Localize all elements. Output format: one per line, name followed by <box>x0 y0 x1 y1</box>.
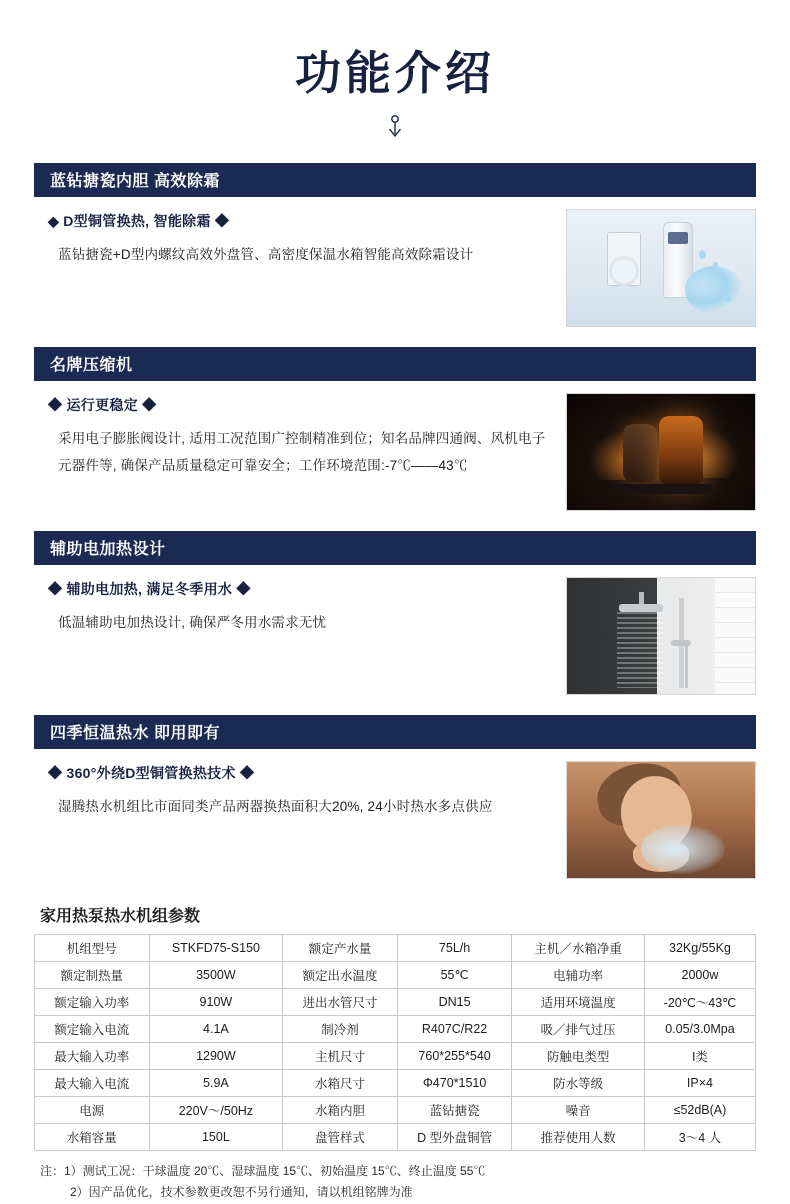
footnotes <box>34 1161 756 1204</box>
section-bar-4-label: 四季恒温热水 即用即有 <box>50 725 220 743</box>
param-value: 3～4 人 <box>644 1123 755 1150</box>
param-value: Φ470*1510 <box>397 1069 512 1096</box>
param-label: 防水等级 <box>512 1069 645 1096</box>
woman-washing-face-photo <box>566 761 756 879</box>
param-value: R407C/R22 <box>397 1015 512 1042</box>
shower-photo <box>566 577 756 695</box>
compressor-photo <box>566 393 756 511</box>
param-label: 最大输入电流 <box>35 1069 150 1096</box>
param-value: 2000w <box>644 961 755 988</box>
down-arrow-ornament-icon <box>34 113 756 141</box>
feature-4-body: 湿腾热水机组比市面同类产品两器换热面积大20%, 24小时热水多点供应 <box>58 798 493 814</box>
feature-2-text <box>34 393 566 479</box>
param-value: 760*255*540 <box>397 1042 512 1069</box>
feature-3-body: 低温辅助电加热设计, 确保严冬用水需求无忧 <box>58 614 327 630</box>
param-label: 最大输入功率 <box>35 1042 150 1069</box>
section-bar-2 <box>34 347 756 381</box>
feature-block-2 <box>34 381 756 515</box>
param-label: 吸／排气过压 <box>512 1015 645 1042</box>
section-bar-3-label: 辅助电加热设计 <box>50 541 166 559</box>
page-title: 功能介绍 <box>295 46 495 100</box>
param-label: 电辅功率 <box>512 961 645 988</box>
param-value: 150L <box>149 1123 283 1150</box>
feature-1-text <box>34 209 566 268</box>
param-value: ≤52dB(A) <box>644 1096 755 1123</box>
param-value: 蓝钻搪瓷 <box>397 1096 512 1123</box>
section-bar-3 <box>34 531 756 565</box>
table-row <box>35 1042 756 1069</box>
section-bar-1 <box>34 163 756 197</box>
feature-block-3 <box>34 565 756 699</box>
feature-2-subtitle: ◆ 运行更稳定 ◆ <box>48 396 157 413</box>
param-value: 5.9A <box>149 1069 283 1096</box>
param-label: 水箱容量 <box>35 1123 150 1150</box>
param-label: 进出水管尺寸 <box>283 988 398 1015</box>
param-label: 制冷剂 <box>283 1015 398 1042</box>
param-value: 4.1A <box>149 1015 283 1042</box>
feature-1-subtitle: ◆ D型铜管换热, 智能除霜 ◆ <box>48 212 230 229</box>
param-label: 机组型号 <box>35 934 150 961</box>
param-label: 电源 <box>35 1096 150 1123</box>
footnote-1: 注：1）测试工况：干球温度 20℃、湿球温度 15℃、初始温度 15℃、终止温度 55℃ <box>40 1163 486 1178</box>
param-label: 额定产水量 <box>283 934 398 961</box>
feature-4-text <box>34 761 566 820</box>
table-row <box>35 961 756 988</box>
param-value: STKFD75-S150 <box>149 934 283 961</box>
param-value: DN15 <box>397 988 512 1015</box>
section-bar-1-label: 蓝钻搪瓷内胆 高效除霜 <box>50 173 220 191</box>
feature-block-4 <box>34 749 756 883</box>
param-value: 220V～/50Hz <box>149 1096 283 1123</box>
feature-2-body: 采用电子膨胀阀设计, 适用工况范围广控制精准到位；知名品牌四通阀、风机电子元器件等, 确保产品质量稳定可靠安全；工作环境范围:-7℃——43℃ <box>58 430 546 473</box>
param-value: 3500W <box>149 961 283 988</box>
param-label: 额定输入功率 <box>35 988 150 1015</box>
param-label: 额定输入电流 <box>35 1015 150 1042</box>
param-value: IP×4 <box>644 1069 755 1096</box>
table-row <box>35 1096 756 1123</box>
param-value: 910W <box>149 988 283 1015</box>
param-label: 水箱尺寸 <box>283 1069 398 1096</box>
table-row <box>35 988 756 1015</box>
footnote-2: 2）因产品优化，技术参数更改恕不另行通知，请以机组铭牌为准 <box>70 1185 413 1200</box>
feature-3-text <box>34 577 566 636</box>
param-value: 32Kg/55Kg <box>644 934 755 961</box>
table-row <box>35 1015 756 1042</box>
section-bar-2-label: 名牌压缩机 <box>50 357 133 375</box>
page-header <box>34 0 756 141</box>
param-value: D 型外盘铜管 <box>397 1123 512 1150</box>
param-value: 75L/h <box>397 934 512 961</box>
param-label: 额定制热量 <box>35 961 150 988</box>
param-label: 水箱内胆 <box>283 1096 398 1123</box>
param-value: I类 <box>644 1042 755 1069</box>
table-row <box>35 934 756 961</box>
param-value: -20℃～43℃ <box>644 988 755 1015</box>
param-label: 防触电类型 <box>512 1042 645 1069</box>
heat-pump-water-tank-photo <box>566 209 756 327</box>
param-label: 适用环境温度 <box>512 988 645 1015</box>
param-label: 主机／水箱净重 <box>512 934 645 961</box>
param-label: 盘管样式 <box>283 1123 398 1150</box>
feature-4-subtitle: ◆ 360°外绕D型铜管换热技术 ◆ <box>48 764 255 781</box>
params-table <box>34 934 756 1151</box>
param-label: 额定出水温度 <box>283 961 398 988</box>
param-label: 噪音 <box>512 1096 645 1123</box>
feature-1-body: 蓝钻搪瓷+D型内螺纹高效外盘管、高密度保温水箱智能高效除霜设计 <box>58 246 474 262</box>
param-label: 推荐使用人数 <box>512 1123 645 1150</box>
param-value: 1290W <box>149 1042 283 1069</box>
params-table-title: 家用热泵热水机组参数 <box>40 907 201 925</box>
param-value: 0.05/3.0Mpa <box>644 1015 755 1042</box>
table-row <box>35 1069 756 1096</box>
feature-block-1 <box>34 197 756 331</box>
feature-3-subtitle: ◆ 辅助电加热, 满足冬季用水 ◆ <box>48 580 251 597</box>
param-label: 主机尺寸 <box>283 1042 398 1069</box>
table-row <box>35 1123 756 1150</box>
section-bar-4 <box>34 715 756 749</box>
param-value: 55℃ <box>397 961 512 988</box>
